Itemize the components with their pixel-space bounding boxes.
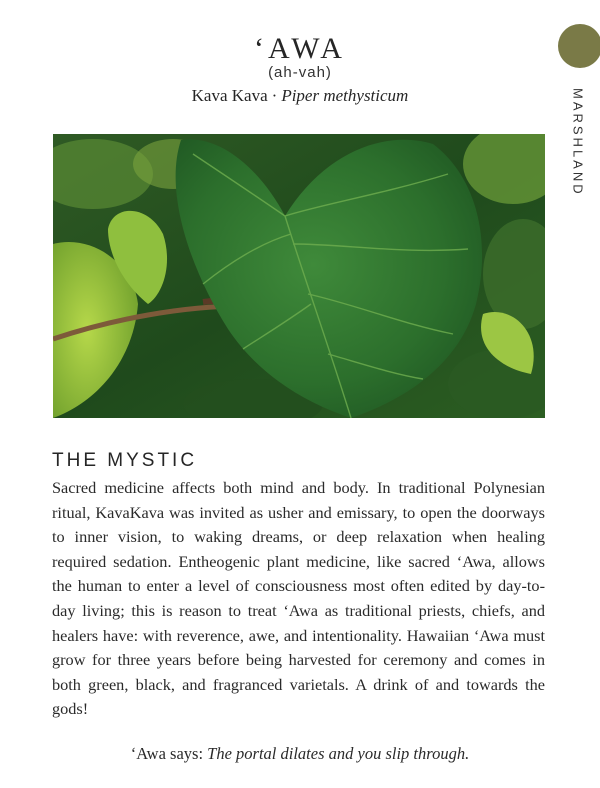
- quote-text: The portal dilates and you slip through.: [207, 744, 470, 763]
- habitat-color-dot: [558, 24, 600, 68]
- section-heading: THE MYSTIC: [52, 450, 198, 471]
- scientific-name: Piper methysticum: [281, 86, 409, 105]
- section-body: Sacred medicine affects both mind and body. In traditional Polynesian ritual, KavaKava was invited as usher and emissary, to open the doorways to inner vision, to waking dreams, or deep relaxation when healing required sedation. Entheogenic plant medicine, like sacred ‘Awa, allows the human to enter a level of consciousness most often edited by day-to-day living; this is reason to treat ‘Awa as traditional priests, chiefs, and healers have: with reverence, awe, and intentionality. Hawaiian ‘Awa must grow for three years before being harvested for ceremony and comes in both green, black, and fragranced varietals. A drink of and towards the gods!: [52, 478, 545, 719]
- quote-prefix: ‘Awa says:: [130, 744, 208, 763]
- habitat-label-text: MARSHLAND: [570, 88, 586, 197]
- name-separator: ·: [271, 86, 278, 105]
- kava-leaf-photo: [53, 134, 545, 418]
- plant-names: [0, 86, 600, 106]
- habitat-side-label: [566, 88, 590, 208]
- leaf-illustration: [53, 134, 545, 418]
- plant-title: ‘AWA: [254, 32, 346, 65]
- pronunciation: (ah-vah): [268, 64, 332, 81]
- common-name: Kava Kava: [191, 86, 268, 105]
- plant-quote: [0, 744, 600, 764]
